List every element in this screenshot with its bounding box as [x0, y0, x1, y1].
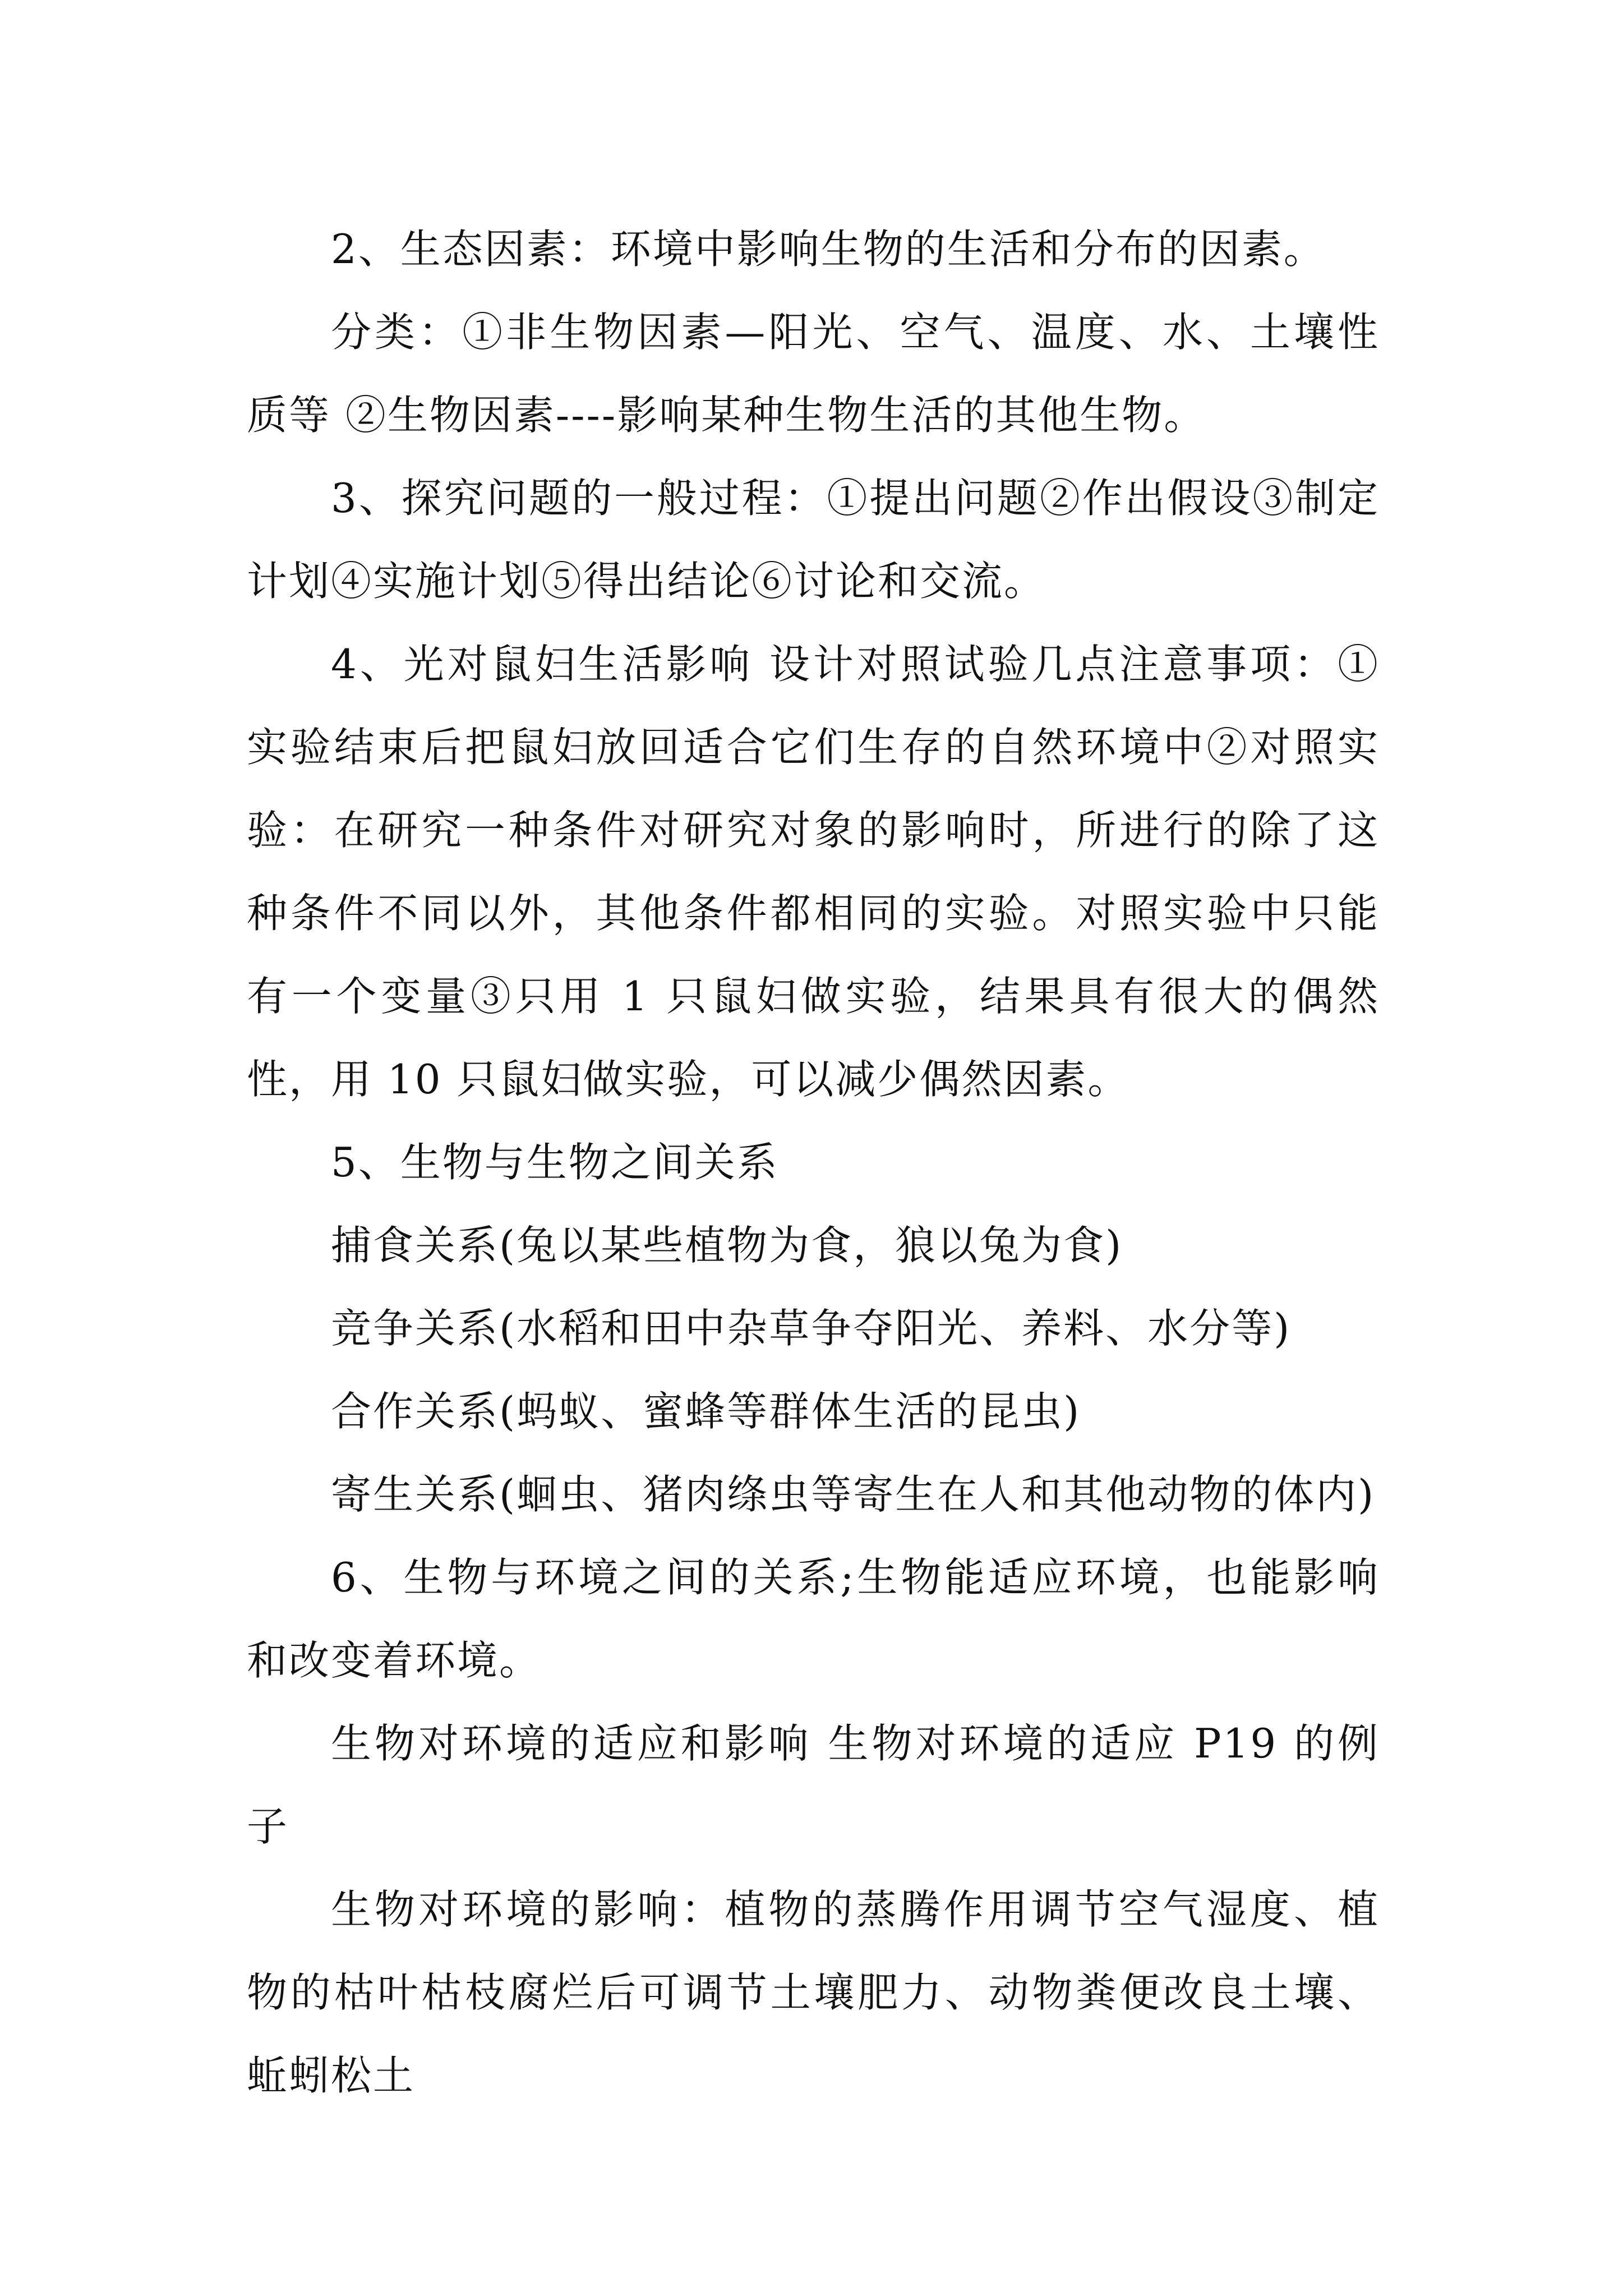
paragraph-parasitism: 寄生关系(蛔虫、猪肉绦虫等寄生在人和其他动物的体内) [331, 1471, 1376, 1518]
paragraph-organism-environment: 6、生物与环境之间的关系;生物能适应环境，也能影响和改变着环境。 [247, 1554, 1380, 1684]
paragraph-ecological-factors: 2、生态因素：环境中影响生物的生活和分布的因素。 [331, 226, 1326, 273]
paragraph-adaptation-example: 生物对环境的适应和影响 生物对环境的适应 P19 的例子 [247, 1720, 1380, 1850]
paragraph-inquiry-process: 3、探究问题的一般过程：①提出问题②作出假设③制定计划④实施计划⑤得出结论⑥讨论和交流。 [247, 475, 1380, 605]
paragraph-control-experiment: 4、光对鼠妇生活影响 设计对照试验几点注意事项：①实验结束后把鼠妇放回适合它们生存的自然环境中②对照实验：在研究一种条件对研究对象的影响时，所进行的除了这种条件不同以外，其他条件都相同的实验。对照实验中只能有一个变量③只用 1 只鼠妇做实验，结果具有很大的偶然性，用 10 只鼠妇做实验，可以减少偶然因素。 [247, 641, 1380, 1103]
paragraph-classification: 分类：①非生物因素—阳光、空气、温度、水、土壤性质等 ②生物因素----影响某种生物生活的其他生物。 [247, 309, 1380, 439]
paragraph-competition: 竞争关系(水稻和田中杂草争夺阳光、养料、水分等) [331, 1305, 1292, 1352]
paragraph-environmental-impact: 生物对环境的影响：植物的蒸腾作用调节空气湿度、植物的枯叶枯枝腐烂后可调节土壤肥力、动物粪便改良土壤、蚯蚓松土 [247, 1886, 1380, 2099]
document-body [247, 208, 1380, 2117]
paragraph-predation: 捕食关系(兔以某些植物为食，狼以兔为食) [331, 1222, 1123, 1269]
paragraph-cooperation: 合作关系(蚂蚁、蜜蜂等群体生活的昆虫) [331, 1388, 1081, 1435]
paragraph-organism-relations-heading: 5、生物与生物之间关系 [331, 1139, 779, 1186]
